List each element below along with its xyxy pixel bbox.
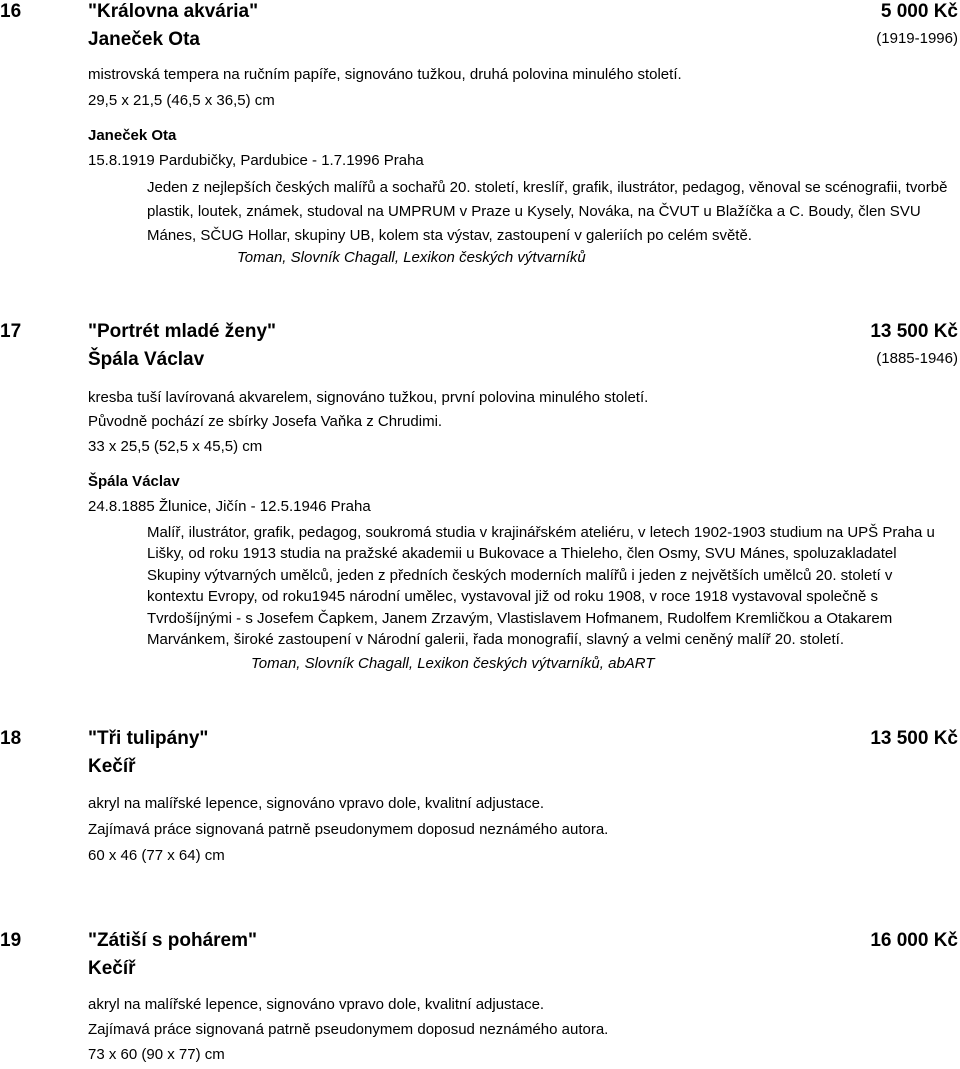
lot-number: 17 bbox=[0, 321, 22, 342]
lot-title: "Královna akvária" bbox=[88, 1, 259, 22]
bio-text-line: plastik, loutek, známek, studoval na UMPRUM v Praze u Kysely, Nováka, na ČVUT u Blažíčka a C. Boudy, člen SVU bbox=[147, 203, 921, 220]
lot-title: "Zátiší s pohárem" bbox=[88, 930, 258, 951]
lot-description-line: akryl na malířské lepence, signováno vpravo dole, kvalitní adjustace. bbox=[88, 795, 545, 812]
bio-text-line: Malíř, ilustrátor, grafik, pedagog, soukromá studia v krajinářském ateliéru, v letech 1902-1903 studium na UPŠ Praha u bbox=[147, 524, 935, 541]
lot-title: "Tři tulipány" bbox=[88, 728, 209, 749]
bio-text-line: Skupiny výtvarných umělců, jeden z předních českých moderních malířů i jeden z největších umělců 20. století v bbox=[147, 567, 893, 584]
lot-number: 18 bbox=[0, 728, 22, 749]
lot-dimensions: 60 x 46 (77 x 64) cm bbox=[88, 847, 225, 864]
bio-text-line: kontextu Evropy, od roku1945 národní umělec, vystavoval již od roku 1908, v roce 1918 vystavoval společně s bbox=[147, 588, 878, 605]
bio-dates: 15.8.1919 Pardubičky, Pardubice - 1.7.1996 Praha bbox=[88, 152, 424, 169]
lot-title: "Portrét mladé ženy" bbox=[88, 321, 277, 342]
bio-text-line: Tvrdošíjnými - s Josefem Čapkem, Janem Zrzavým, Vlastislavem Hofmanem, Rudolfem Kremličkou a Otakarem bbox=[147, 610, 893, 627]
lot-description-line: Zajímavá práce signovaná patrně pseudonymem doposud neznámého autora. bbox=[88, 1021, 609, 1038]
lot-author-years: (1885-1946) bbox=[876, 350, 958, 367]
lot-author: Janeček Ota bbox=[88, 29, 200, 50]
lot-author: Špála Václav bbox=[88, 349, 205, 370]
lot-price: 13 500 Kč bbox=[870, 728, 958, 749]
lot-price: 5 000 Kč bbox=[880, 1, 958, 22]
lot-description-line: mistrovská tempera na ručním papíře, signováno tužkou, druhá polovina minulého století. bbox=[88, 66, 682, 83]
lot-author: Kečíř bbox=[88, 756, 136, 777]
bio-dates: 24.8.1885 Žlunice, Jičín - 12.5.1946 Praha bbox=[88, 498, 371, 515]
bio-name: Janeček Ota bbox=[88, 127, 177, 144]
bio-text-line: Marvánkem, široké zastoupení v Národní galerii, řada monografií, slavný a velmi ceněný malíř 20. století. bbox=[147, 631, 844, 648]
lot-dimensions: 73 x 60 (90 x 77) cm bbox=[88, 1046, 225, 1063]
lot-author-years: (1919-1996) bbox=[876, 30, 958, 47]
lot-price: 16 000 Kč bbox=[870, 930, 958, 951]
lot-dimensions: 33 x 25,5 (52,5 x 45,5) cm bbox=[88, 438, 263, 455]
bio-sources: Toman, Slovník Chagall, Lexikon českých výtvarníků bbox=[237, 249, 586, 266]
bio-text-line: Jeden z nejlepších českých malířů a sochařů 20. století, kreslíř, grafik, ilustrátor, pedagog, věnoval se scénografii, tvorbě bbox=[147, 179, 948, 196]
lot-author: Kečíř bbox=[88, 958, 136, 979]
lot-price: 13 500 Kč bbox=[870, 321, 958, 342]
lot-description-line: Původně pochází ze sbírky Josefa Vaňka z Chrudimi. bbox=[88, 413, 443, 430]
bio-sources: Toman, Slovník Chagall, Lexikon českých výtvarníků, abART bbox=[251, 655, 655, 672]
lot-description-line: kresba tuší lavírovaná akvarelem, signováno tužkou, první polovina minulého století. bbox=[88, 389, 649, 406]
lot-dimensions: 29,5 x 21,5 (46,5 x 36,5) cm bbox=[88, 92, 275, 109]
lot-number: 19 bbox=[0, 930, 22, 951]
bio-name: Špála Václav bbox=[88, 473, 180, 490]
bio-text-line: Mánes, SČUG Hollar, skupiny UB, kolem sta výstav, zastoupení v galeriích po celém světě. bbox=[147, 227, 752, 244]
bio-text-line: Lišky, od roku 1913 studia na pražské akademii u Bukovace a Thieleho, člen Osmy, SVU Mánes, spoluzakladatel bbox=[147, 545, 897, 562]
lot-description-line: Zajímavá práce signovaná patrně pseudonymem doposud neznámého autora. bbox=[88, 821, 609, 838]
lot-description-line: akryl na malířské lepence, signováno vpravo dole, kvalitní adjustace. bbox=[88, 996, 545, 1013]
lot-number: 16 bbox=[0, 1, 22, 22]
